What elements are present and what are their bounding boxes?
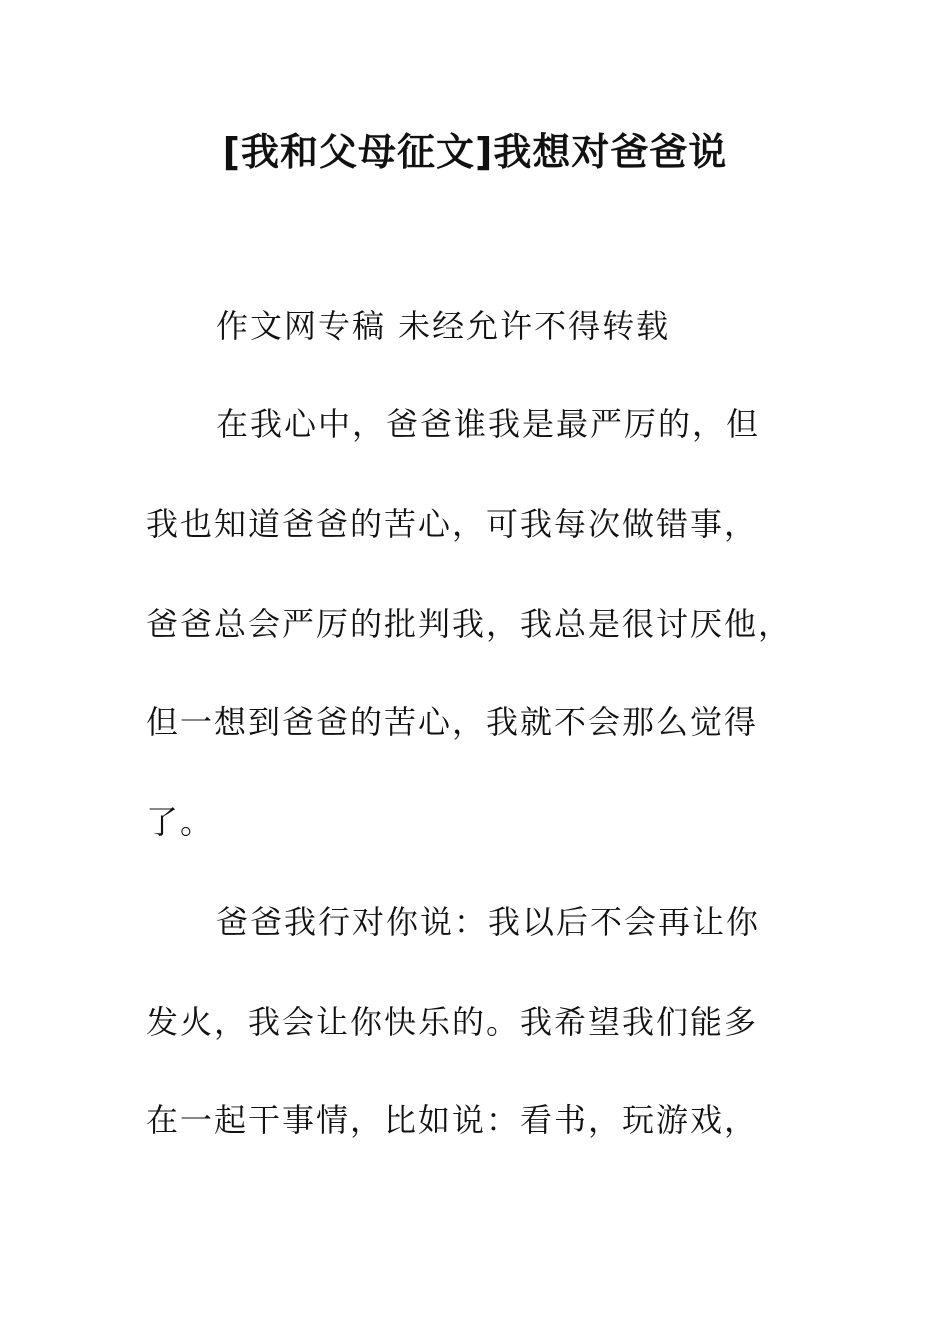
body-line: 但一想到爸爸的苦心，我就不会那么觉得	[146, 703, 759, 741]
body-line-byline: 作文网专稿 未经允许不得转载	[216, 307, 671, 345]
body-line: 在一起干事情，比如说：看书，玩游戏，	[146, 1101, 759, 1139]
body-line: 我也知道爸爸的苦心，可我每次做错事，	[146, 505, 759, 543]
body-line: 爸爸我行对你说：我以后不会再让你	[216, 903, 761, 941]
document-title: [我和父母征文]我想对爸爸说	[222, 130, 728, 174]
body-line: 在我心中，爸爸谁我是最严厉的，但	[216, 405, 761, 443]
body-line: 爸爸总会严厉的批判我，我总是很讨厌他，	[146, 605, 793, 643]
body-line: 了。	[146, 803, 215, 841]
body-line: 发火，我会让你快乐的。我希望我们能多	[146, 1003, 759, 1041]
